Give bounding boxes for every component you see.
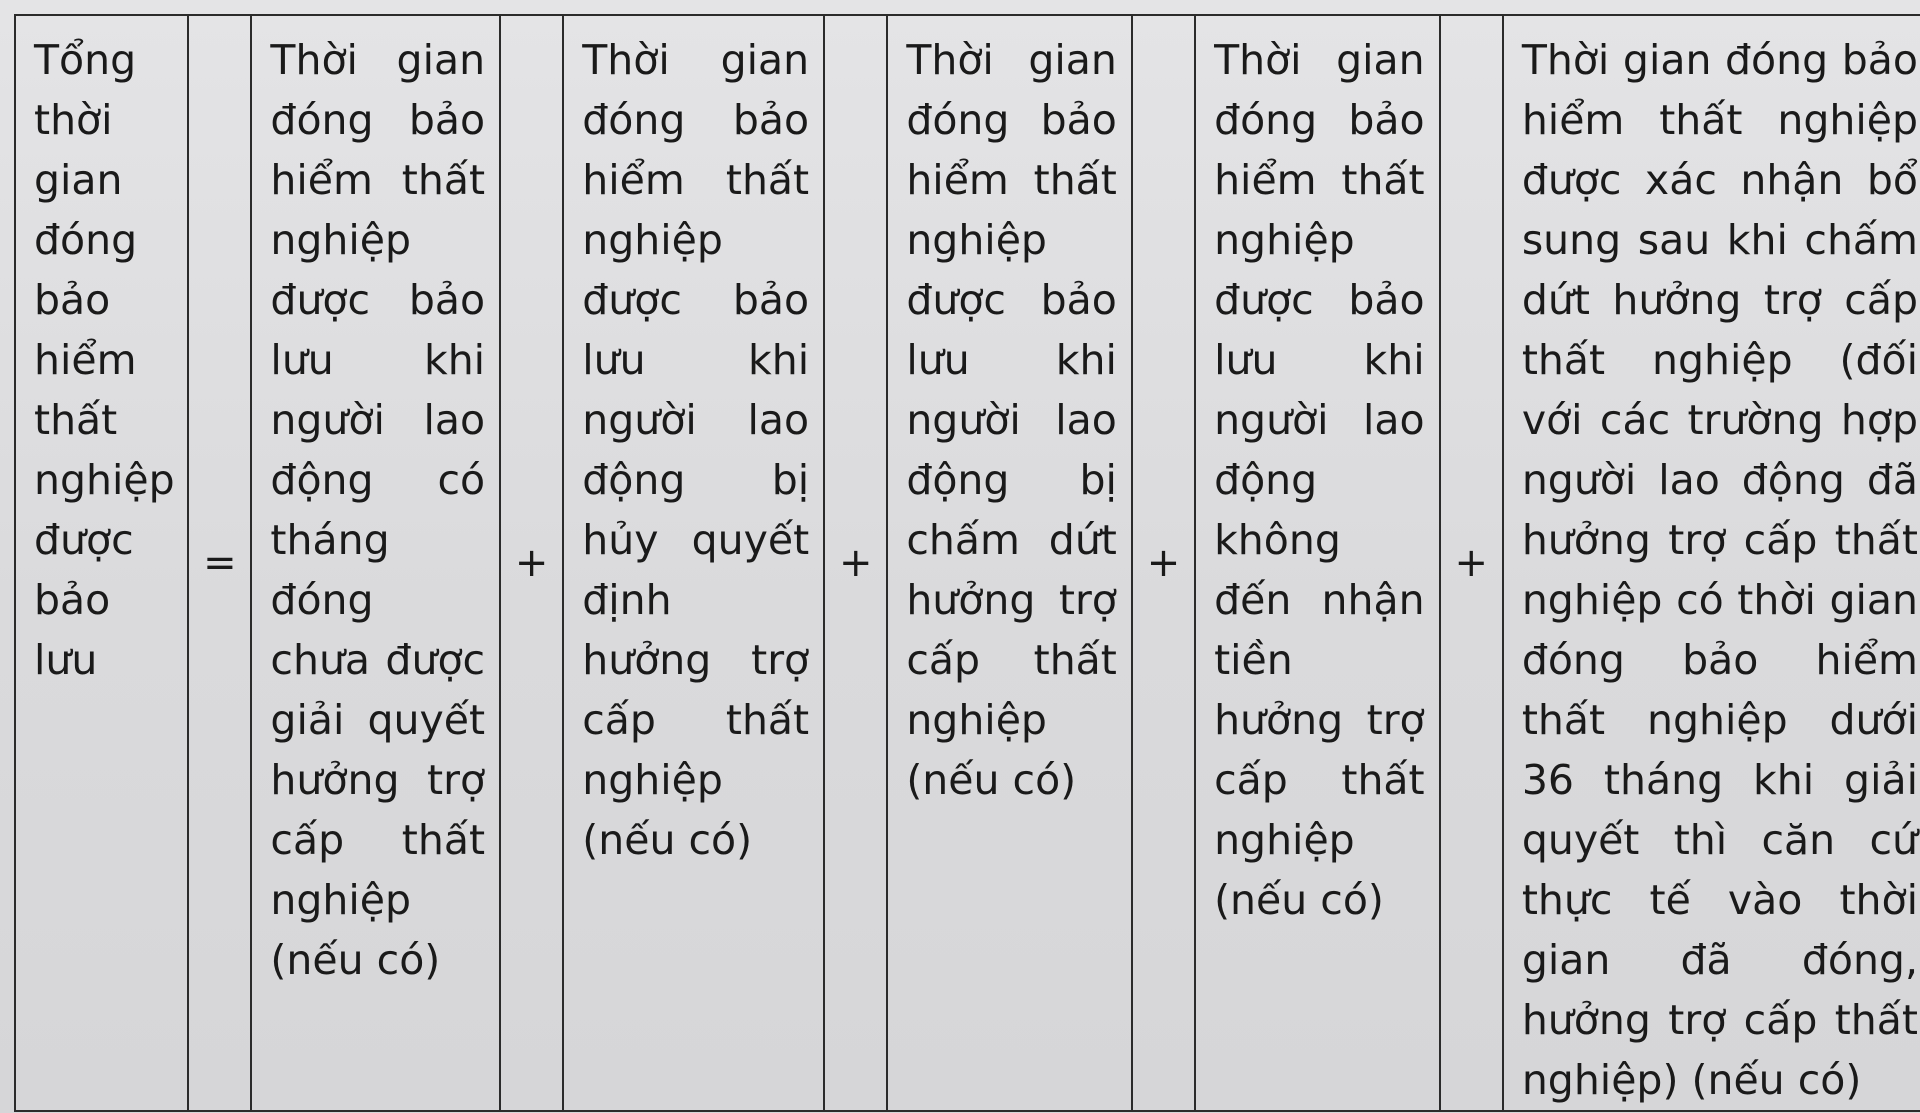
- plus-operator-2: +: [824, 15, 887, 1111]
- formula-table: [14, 14, 1920, 1112]
- term-cell-5: Thời gian đóng bảo hiểm thất nghiệp được xác nhận bổ sung sau khi chấm dứt hưởng trợ cấp thất nghiệp (đối với các trường hợp người lao động đã hưởng trợ cấp thất nghiệp có thời gian đóng bảo hiểm thất nghiệp dưới 36 tháng khi giải quyết thì căn cứ thực tế vào thời gian đã đóng, hưởng trợ cấp thất nghiệp) (nếu có): [1503, 15, 1920, 1111]
- equals-operator: =: [188, 15, 251, 1111]
- result-cell: Tổng thời gian đóng bảo hiểm thất nghiệp được bảo lưu: [15, 15, 188, 1111]
- plus-operator-4: +: [1440, 15, 1503, 1111]
- term-cell-3: Thời gian đóng bảo hiểm thất nghiệp được bảo lưu khi người lao động bị chấm dứt hưởng trợ cấp thất nghiệp (nếu có): [887, 15, 1132, 1111]
- term-cell-4: Thời gian đóng bảo hiểm thất nghiệp được bảo lưu khi người lao động không đến nhận tiền hưởng trợ cấp thất nghiệp (nếu có): [1195, 15, 1440, 1111]
- plus-operator-1: +: [500, 15, 563, 1111]
- formula-row: [15, 15, 1920, 1111]
- plus-operator-3: +: [1132, 15, 1195, 1111]
- term-cell-2: Thời gian đóng bảo hiểm thất nghiệp được bảo lưu khi người lao động bị hủy quyết định hưởng trợ cấp thất nghiệp (nếu có): [563, 15, 824, 1111]
- term-cell-1: Thời gian đóng bảo hiểm thất nghiệp được bảo lưu khi người lao động có tháng đóng chưa được giải quyết hưởng trợ cấp thất nghiệp (nếu có): [251, 15, 500, 1111]
